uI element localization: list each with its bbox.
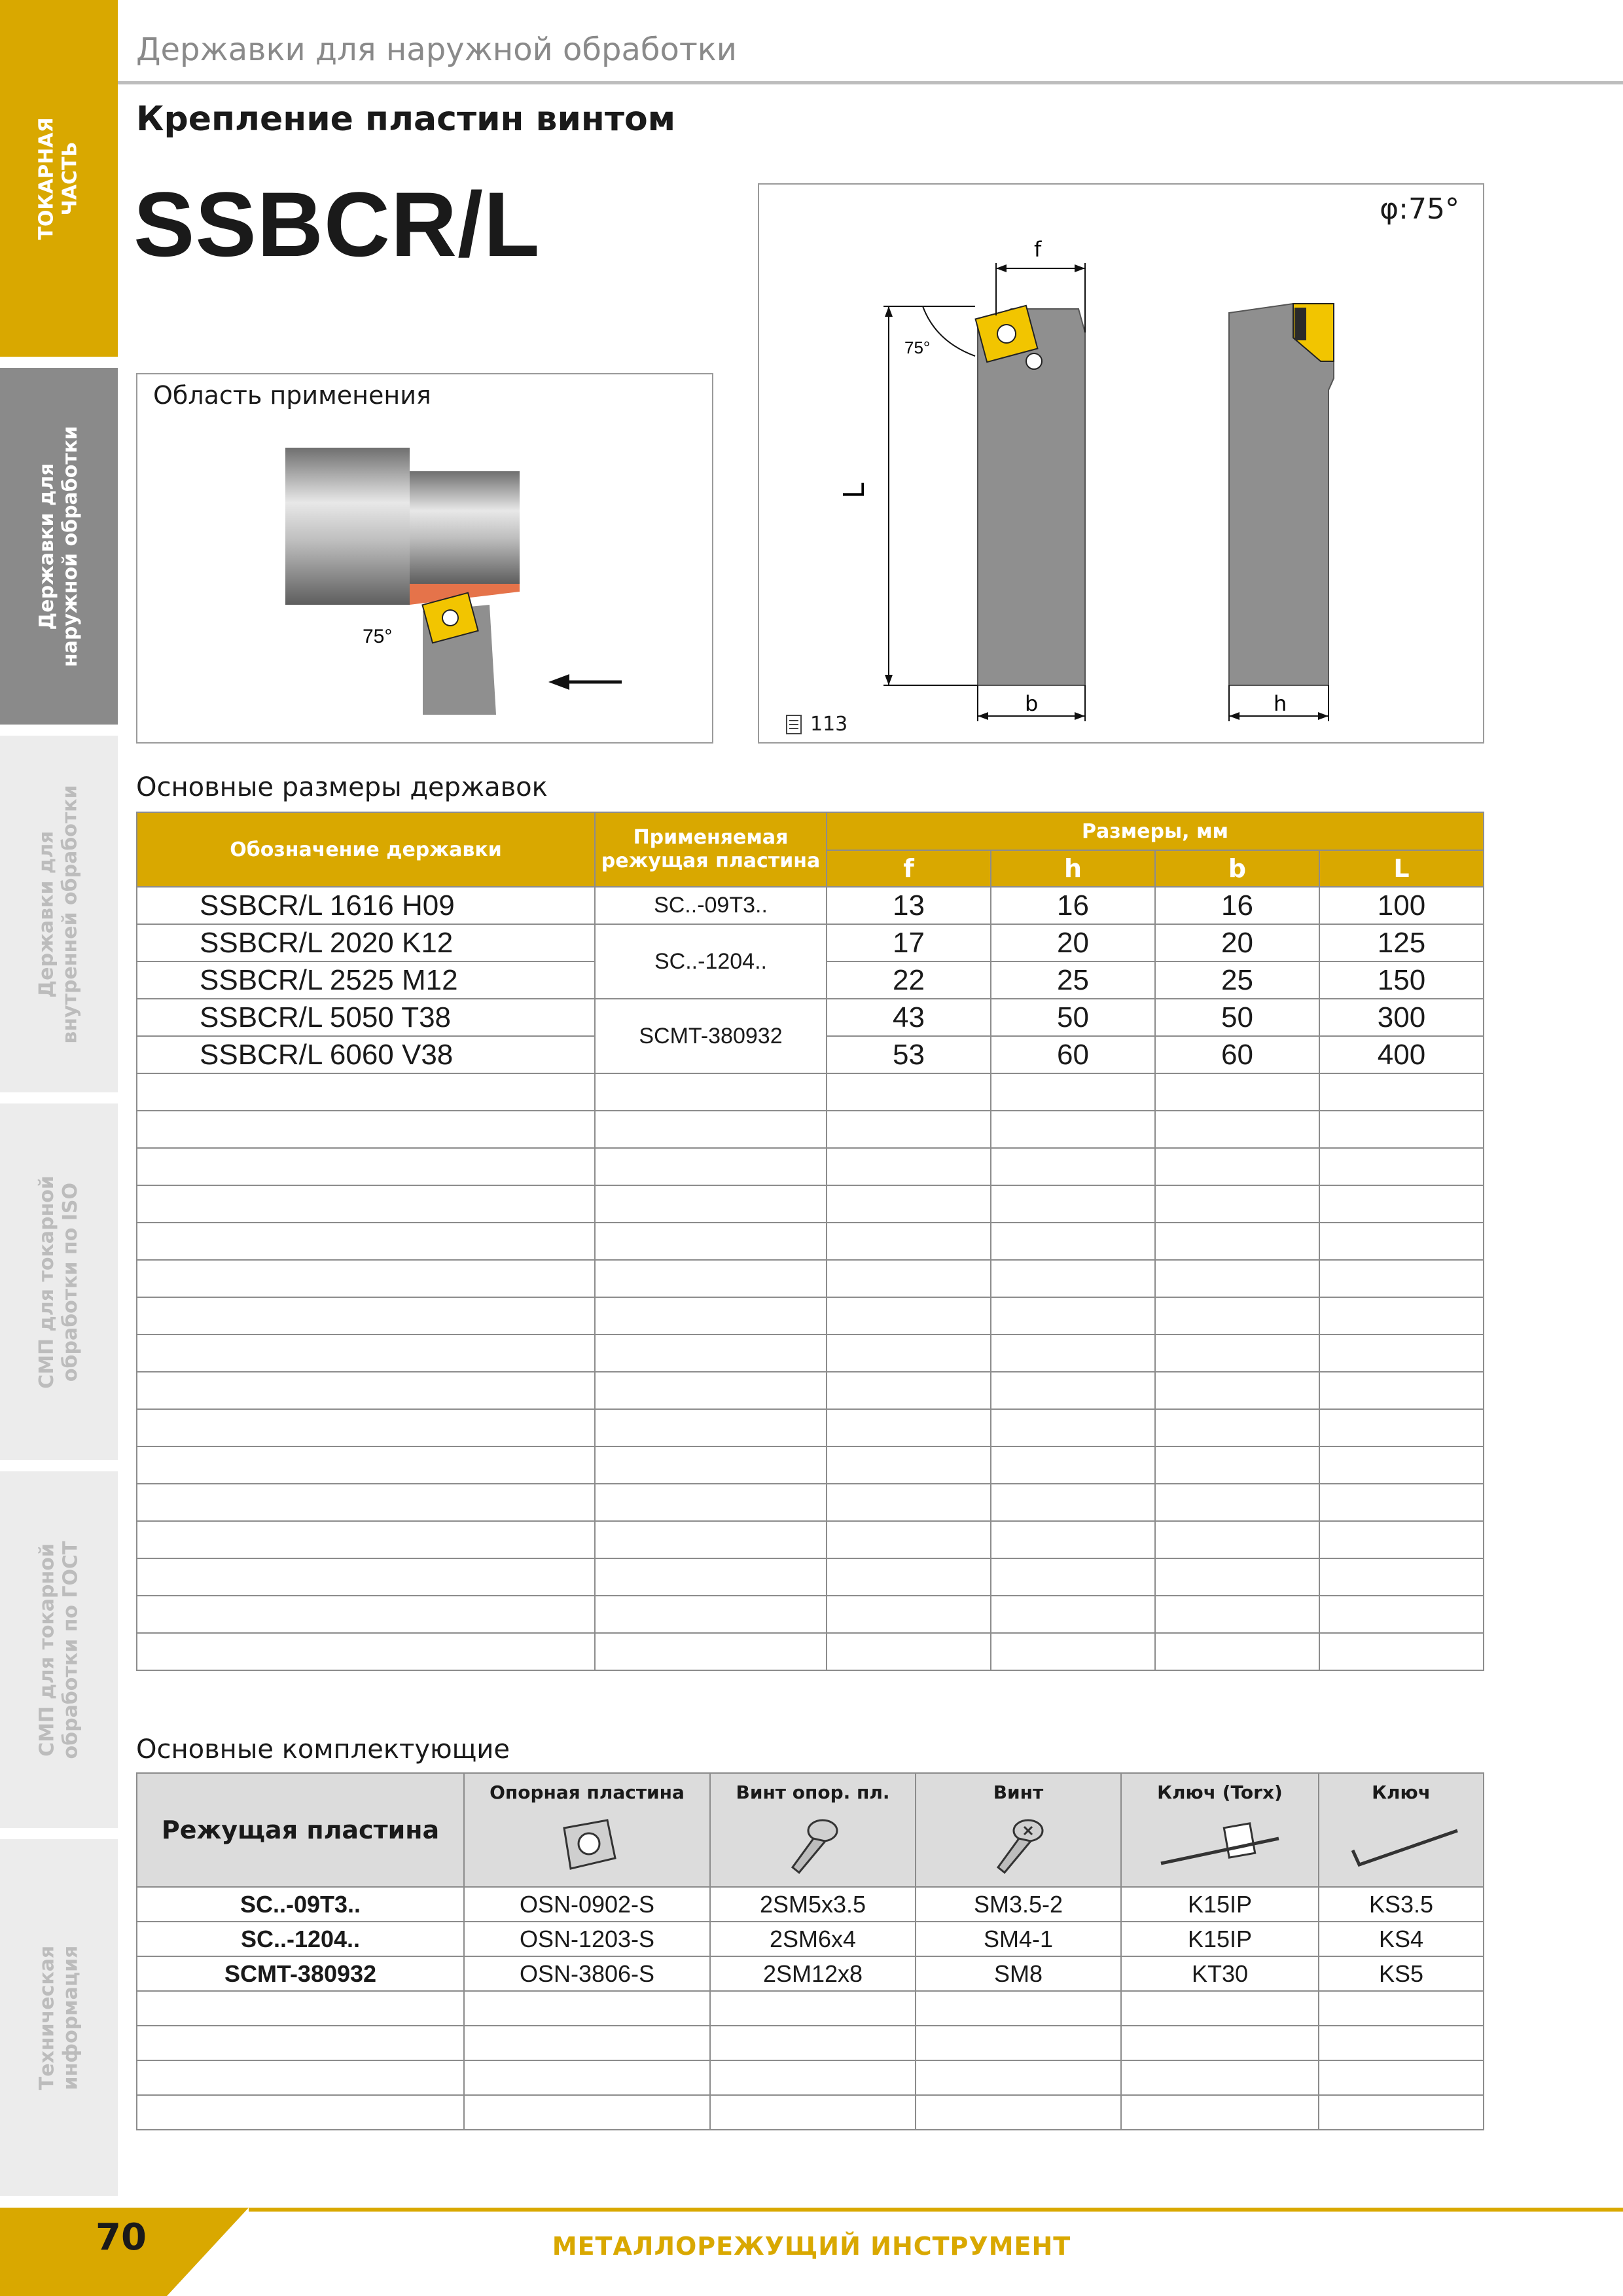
empty-table-row xyxy=(137,1484,1484,1521)
empty-cell xyxy=(1121,2026,1319,2060)
torx-key-code: K15IP xyxy=(1121,1922,1319,1956)
empty-cell xyxy=(464,1991,710,2026)
empty-cell xyxy=(1319,1297,1484,1335)
dim-h: 50 xyxy=(991,999,1155,1036)
empty-cell xyxy=(991,1409,1155,1446)
empty-cell xyxy=(137,1223,595,1260)
empty-cell xyxy=(464,2026,710,2060)
empty-cell xyxy=(1121,2060,1319,2095)
empty-table-row xyxy=(137,1991,1484,2026)
empty-cell xyxy=(1155,1521,1319,1558)
header-divider xyxy=(118,81,1623,84)
empty-cell xyxy=(1319,1446,1484,1484)
empty-table-row xyxy=(137,1335,1484,1372)
shim-screw-code: 2SM6x4 xyxy=(710,1922,916,1956)
holder-code: SSBCR/L 1616 H09 xyxy=(137,887,595,924)
screw-code: SM3.5-2 xyxy=(916,1887,1121,1922)
holder-code: SSBCR/L 2525 M12 xyxy=(137,961,595,999)
holder-code: SSBCR/L 6060 V38 xyxy=(137,1036,595,1073)
empty-cell xyxy=(710,2026,916,2060)
empty-cell xyxy=(827,1633,991,1670)
col-header-screw-label: Винт xyxy=(993,1782,1044,1803)
table-row xyxy=(137,1956,1484,1991)
dim-L: 100 xyxy=(1319,887,1484,924)
col-header-designation: Обозначение державки xyxy=(137,812,595,887)
col-header-screw xyxy=(916,1773,1121,1887)
dim-h: 16 xyxy=(991,887,1155,924)
key-code: KS3.5 xyxy=(1319,1887,1484,1922)
dim-L: 400 xyxy=(1319,1036,1484,1073)
sidebar-tab-technical-info[interactable] xyxy=(0,1839,118,2196)
sidebar-tab-label: Техническая информация xyxy=(35,1945,82,2090)
holder-code: SSBCR/L 5050 T38 xyxy=(137,999,595,1036)
insert-code: SCMT-380932 xyxy=(595,999,827,1073)
empty-cell xyxy=(1121,1991,1319,2026)
empty-cell xyxy=(595,1260,827,1297)
insert-code: SCMT-380932 xyxy=(137,1956,464,1991)
empty-cell xyxy=(991,1484,1155,1521)
sidebar xyxy=(0,0,118,2212)
empty-table-row xyxy=(137,2026,1484,2060)
empty-cell xyxy=(137,2060,464,2095)
empty-cell xyxy=(137,1111,595,1148)
empty-cell xyxy=(464,2060,710,2095)
empty-cell xyxy=(137,1596,595,1633)
empty-cell xyxy=(137,1633,595,1670)
shim-code: OSN-3806-S xyxy=(464,1956,710,1991)
workpiece-turned-section xyxy=(410,471,520,584)
empty-cell xyxy=(991,1446,1155,1484)
empty-cell xyxy=(827,1148,991,1185)
screw-icon xyxy=(982,1812,1054,1878)
empty-cell xyxy=(1155,1260,1319,1297)
empty-cell xyxy=(1319,1596,1484,1633)
empty-cell xyxy=(827,1521,991,1558)
empty-rows xyxy=(137,1073,1484,1670)
empty-table-row xyxy=(137,1446,1484,1484)
table-row xyxy=(137,924,1484,961)
empty-cell xyxy=(827,1558,991,1596)
empty-cell xyxy=(1155,1185,1319,1223)
sidebar-tab-label: Державки для внутренней обработки xyxy=(35,784,82,1044)
empty-cell xyxy=(1155,1446,1319,1484)
empty-cell xyxy=(137,1335,595,1372)
dim-h: 25 xyxy=(991,961,1155,999)
empty-cell xyxy=(1319,2026,1484,2060)
empty-cell xyxy=(916,2095,1121,2130)
empty-cell xyxy=(137,1260,595,1297)
clamp-screw-icon xyxy=(1026,353,1042,369)
empty-table-row xyxy=(137,1260,1484,1297)
empty-cell xyxy=(1319,2060,1484,2095)
dim-b: 60 xyxy=(1155,1036,1319,1073)
dim-f-arrow-left xyxy=(996,264,1007,272)
empty-table-row xyxy=(137,1521,1484,1558)
shim-code: OSN-1203-S xyxy=(464,1922,710,1956)
empty-cell xyxy=(827,1372,991,1409)
dim-h: 60 xyxy=(991,1036,1155,1073)
empty-cell xyxy=(595,1409,827,1446)
empty-cell xyxy=(1155,1372,1319,1409)
parts-table xyxy=(136,1772,1484,2130)
empty-cell xyxy=(827,1073,991,1111)
empty-cell xyxy=(595,1596,827,1633)
empty-cell xyxy=(827,1185,991,1223)
empty-cell xyxy=(827,1111,991,1148)
col-header-shim xyxy=(464,1773,710,1887)
dim-h-arrow-left xyxy=(1229,712,1240,720)
application-illustration xyxy=(137,374,712,742)
sidebar-tab-label: СМП для токарной обработки по ISO xyxy=(35,1175,82,1389)
empty-cell xyxy=(1319,1484,1484,1521)
empty-cell xyxy=(595,1558,827,1596)
torx-key-code: KT30 xyxy=(1121,1956,1319,1991)
empty-cell xyxy=(1319,1409,1484,1446)
empty-cell xyxy=(595,1521,827,1558)
col-header-b: b xyxy=(1155,850,1319,887)
empty-cell xyxy=(137,1484,595,1521)
empty-cell xyxy=(827,1260,991,1297)
dim-b-arrow-left xyxy=(978,712,988,720)
application-area-label: Область применения xyxy=(153,381,431,410)
shim-code: OSN-0902-S xyxy=(464,1887,710,1922)
empty-table-row xyxy=(137,1409,1484,1446)
empty-cell xyxy=(1319,1260,1484,1297)
dim-b-label: b xyxy=(1025,691,1039,716)
empty-cell xyxy=(827,1297,991,1335)
empty-cell xyxy=(1319,1633,1484,1670)
page-title: SSBCR/L xyxy=(134,173,541,276)
empty-cell xyxy=(827,1484,991,1521)
table-row xyxy=(137,999,1484,1036)
empty-table-row xyxy=(137,2060,1484,2095)
dim-h-label: h xyxy=(1274,691,1287,716)
col-header-shim-screw xyxy=(710,1773,916,1887)
dim-b: 25 xyxy=(1155,961,1319,999)
empty-cell xyxy=(916,1991,1121,2026)
empty-cell xyxy=(1319,1111,1484,1148)
empty-cell xyxy=(991,1297,1155,1335)
empty-cell xyxy=(595,1111,827,1148)
insert-code: SC..-09T3.. xyxy=(595,887,827,924)
shim-icon xyxy=(551,1812,623,1878)
col-header-L: L xyxy=(1319,850,1484,887)
empty-cell xyxy=(1155,1484,1319,1521)
empty-cell xyxy=(991,1073,1155,1111)
sidebar-tab-label: СМП для токарной обработки по ГОСТ xyxy=(35,1541,82,1759)
footer-brand: МЕТАЛЛОРЕЖУЩИЙ ИНСТРУМЕНТ xyxy=(552,2232,1071,2261)
col-header-h: h xyxy=(991,850,1155,887)
empty-rows xyxy=(137,1991,1484,2130)
empty-cell xyxy=(991,1111,1155,1148)
approach-angle-label: φ:75° xyxy=(1380,192,1459,226)
dim-f: 17 xyxy=(827,924,991,961)
table-row xyxy=(137,1922,1484,1956)
empty-table-row xyxy=(137,1223,1484,1260)
empty-cell xyxy=(1155,1409,1319,1446)
empty-cell xyxy=(827,1335,991,1372)
empty-table-row xyxy=(137,1148,1484,1185)
empty-cell xyxy=(137,1297,595,1335)
technical-drawing-panel xyxy=(758,183,1484,744)
empty-cell xyxy=(1319,1148,1484,1185)
empty-cell xyxy=(1319,1521,1484,1558)
empty-cell xyxy=(595,1484,827,1521)
empty-table-row xyxy=(137,1596,1484,1633)
dim-f: 43 xyxy=(827,999,991,1036)
empty-table-row xyxy=(137,2095,1484,2130)
page-reference-number: 113 xyxy=(810,713,848,736)
empty-cell xyxy=(1121,2095,1319,2130)
empty-cell xyxy=(827,1223,991,1260)
empty-cell xyxy=(137,2095,464,2130)
dim-b: 16 xyxy=(1155,887,1319,924)
empty-cell xyxy=(137,1991,464,2026)
empty-cell xyxy=(464,2095,710,2130)
empty-cell xyxy=(1155,1073,1319,1111)
empty-cell xyxy=(827,1446,991,1484)
empty-cell xyxy=(710,2095,916,2130)
empty-table-row xyxy=(137,1372,1484,1409)
feed-arrow-icon xyxy=(548,674,569,690)
dim-b-arrow-right xyxy=(1075,712,1085,720)
key-code: KS4 xyxy=(1319,1922,1484,1956)
sidebar-tab-gost-inserts[interactable] xyxy=(0,1471,118,1828)
dim-L-label: L xyxy=(838,482,871,499)
empty-table-row xyxy=(137,1185,1484,1223)
empty-table-row xyxy=(137,1297,1484,1335)
table-row xyxy=(137,887,1484,924)
empty-cell xyxy=(137,1409,595,1446)
dim-h-arrow-right xyxy=(1318,712,1329,720)
empty-table-row xyxy=(137,1558,1484,1596)
empty-cell xyxy=(991,1223,1155,1260)
shim-screw-code: 2SM5x3.5 xyxy=(710,1887,916,1922)
section-title: Державки для наружной обработки xyxy=(136,31,737,68)
empty-cell xyxy=(595,1223,827,1260)
dim-f-label: f xyxy=(1034,237,1042,262)
table-row xyxy=(137,1887,1484,1922)
insert-code: SC..-09T3.. xyxy=(137,1887,464,1922)
empty-cell xyxy=(1155,1148,1319,1185)
empty-cell xyxy=(991,1372,1155,1409)
col-header-torx-key-label: Ключ (Torx) xyxy=(1157,1782,1283,1803)
empty-cell xyxy=(1319,2095,1484,2130)
holder-side-view xyxy=(1229,304,1334,685)
empty-cell xyxy=(595,1446,827,1484)
col-header-shim-screw-label: Винт опор. пл. xyxy=(736,1782,890,1803)
col-header-torx-key xyxy=(1121,1773,1319,1887)
empty-cell xyxy=(827,1596,991,1633)
dim-b: 50 xyxy=(1155,999,1319,1036)
technical-drawing xyxy=(759,185,1483,742)
empty-cell xyxy=(916,2060,1121,2095)
page-subtitle: Крепление пластин винтом xyxy=(136,99,676,139)
sidebar-tab-internal-holders[interactable] xyxy=(0,736,118,1092)
col-header-cutting-insert: Режущая пластина xyxy=(137,1773,464,1887)
empty-cell xyxy=(710,2060,916,2095)
drawing-angle-label: 75° xyxy=(904,338,931,357)
empty-table-row xyxy=(137,1111,1484,1148)
dim-f-arrow-right xyxy=(1075,264,1085,272)
page-number: 70 xyxy=(96,2216,147,2259)
col-header-sizes: Размеры, мм xyxy=(827,812,1484,850)
shim-screw-icon xyxy=(777,1812,849,1878)
empty-cell xyxy=(1155,1558,1319,1596)
dim-L-arrow-bottom xyxy=(885,675,893,685)
empty-cell xyxy=(991,1260,1155,1297)
empty-cell xyxy=(595,1297,827,1335)
empty-cell xyxy=(595,1073,827,1111)
empty-cell xyxy=(137,1185,595,1223)
empty-cell xyxy=(595,1148,827,1185)
dimensions-caption: Основные размеры державок xyxy=(136,772,548,802)
dim-L: 150 xyxy=(1319,961,1484,999)
key-code: KS5 xyxy=(1319,1956,1484,1991)
document-icon xyxy=(785,714,802,735)
screw-code: SM4-1 xyxy=(916,1922,1121,1956)
empty-cell xyxy=(916,2026,1121,2060)
empty-cell xyxy=(1155,1335,1319,1372)
dim-f: 22 xyxy=(827,961,991,999)
col-header-insert: Применяемая режущая пластина xyxy=(595,812,827,887)
empty-cell xyxy=(1155,1633,1319,1670)
dim-b: 20 xyxy=(1155,924,1319,961)
shim-side-view xyxy=(1294,308,1306,340)
dim-f: 13 xyxy=(827,887,991,924)
shim-screw-code: 2SM12x8 xyxy=(710,1956,916,1991)
empty-cell xyxy=(595,1372,827,1409)
empty-cell xyxy=(1319,1335,1484,1372)
empty-cell xyxy=(1155,1111,1319,1148)
page-reference[interactable] xyxy=(785,713,847,736)
empty-cell xyxy=(137,1521,595,1558)
application-angle: 75° xyxy=(363,626,393,647)
empty-cell xyxy=(595,1335,827,1372)
screw-code: SM8 xyxy=(916,1956,1121,1991)
empty-cell xyxy=(827,1409,991,1446)
empty-cell xyxy=(710,1991,916,2026)
parts-caption: Основные комплектующие xyxy=(136,1734,510,1765)
sidebar-tab-label: ТОКАРНАЯ ЧАСТЬ xyxy=(35,117,82,240)
footer-divider xyxy=(249,2208,1623,2212)
empty-cell xyxy=(991,1148,1155,1185)
dim-h: 20 xyxy=(991,924,1155,961)
sidebar-tab-turning[interactable] xyxy=(0,0,118,357)
dimensions-table xyxy=(136,812,1484,1671)
insert-code: SC..-1204.. xyxy=(137,1922,464,1956)
col-header-key xyxy=(1319,1773,1484,1887)
sidebar-tab-label: Державки для наружной обработки xyxy=(35,425,82,667)
torx-key-icon xyxy=(1148,1812,1292,1878)
empty-cell xyxy=(1319,1185,1484,1223)
dim-L: 300 xyxy=(1319,999,1484,1036)
sidebar-tab-iso-inserts[interactable] xyxy=(0,1103,118,1460)
application-area-panel xyxy=(136,373,713,744)
empty-table-row xyxy=(137,1633,1484,1670)
empty-cell xyxy=(1319,1558,1484,1596)
empty-cell xyxy=(991,1596,1155,1633)
empty-cell xyxy=(1155,1596,1319,1633)
insert-code: SC..-1204.. xyxy=(595,924,827,999)
empty-cell xyxy=(991,1335,1155,1372)
dim-L-arrow-top xyxy=(885,306,893,317)
hex-key-icon xyxy=(1336,1812,1467,1878)
empty-cell xyxy=(991,1185,1155,1223)
dim-L: 125 xyxy=(1319,924,1484,961)
workpiece-body xyxy=(285,448,410,605)
empty-cell xyxy=(137,1558,595,1596)
dim-f: 53 xyxy=(827,1036,991,1073)
empty-cell xyxy=(991,1558,1155,1596)
empty-cell xyxy=(1319,1991,1484,2026)
empty-cell xyxy=(1319,1073,1484,1111)
empty-cell xyxy=(137,2026,464,2060)
col-header-f: f xyxy=(827,850,991,887)
sidebar-tab-external-holders[interactable] xyxy=(0,368,118,725)
col-header-shim-label: Опорная пластина xyxy=(490,1782,685,1803)
empty-cell xyxy=(137,1372,595,1409)
empty-cell xyxy=(1319,1223,1484,1260)
empty-cell xyxy=(137,1073,595,1111)
empty-table-row xyxy=(137,1073,1484,1111)
col-header-key-label: Ключ xyxy=(1372,1782,1431,1803)
empty-cell xyxy=(1319,1372,1484,1409)
holder-code: SSBCR/L 2020 K12 xyxy=(137,924,595,961)
empty-cell xyxy=(595,1185,827,1223)
empty-cell xyxy=(1155,1223,1319,1260)
empty-cell xyxy=(137,1446,595,1484)
empty-cell xyxy=(1155,1297,1319,1335)
empty-cell xyxy=(991,1633,1155,1670)
empty-cell xyxy=(595,1633,827,1670)
torx-key-code: K15IP xyxy=(1121,1887,1319,1922)
angle-arc xyxy=(923,306,975,356)
empty-cell xyxy=(137,1148,595,1185)
empty-cell xyxy=(991,1521,1155,1558)
